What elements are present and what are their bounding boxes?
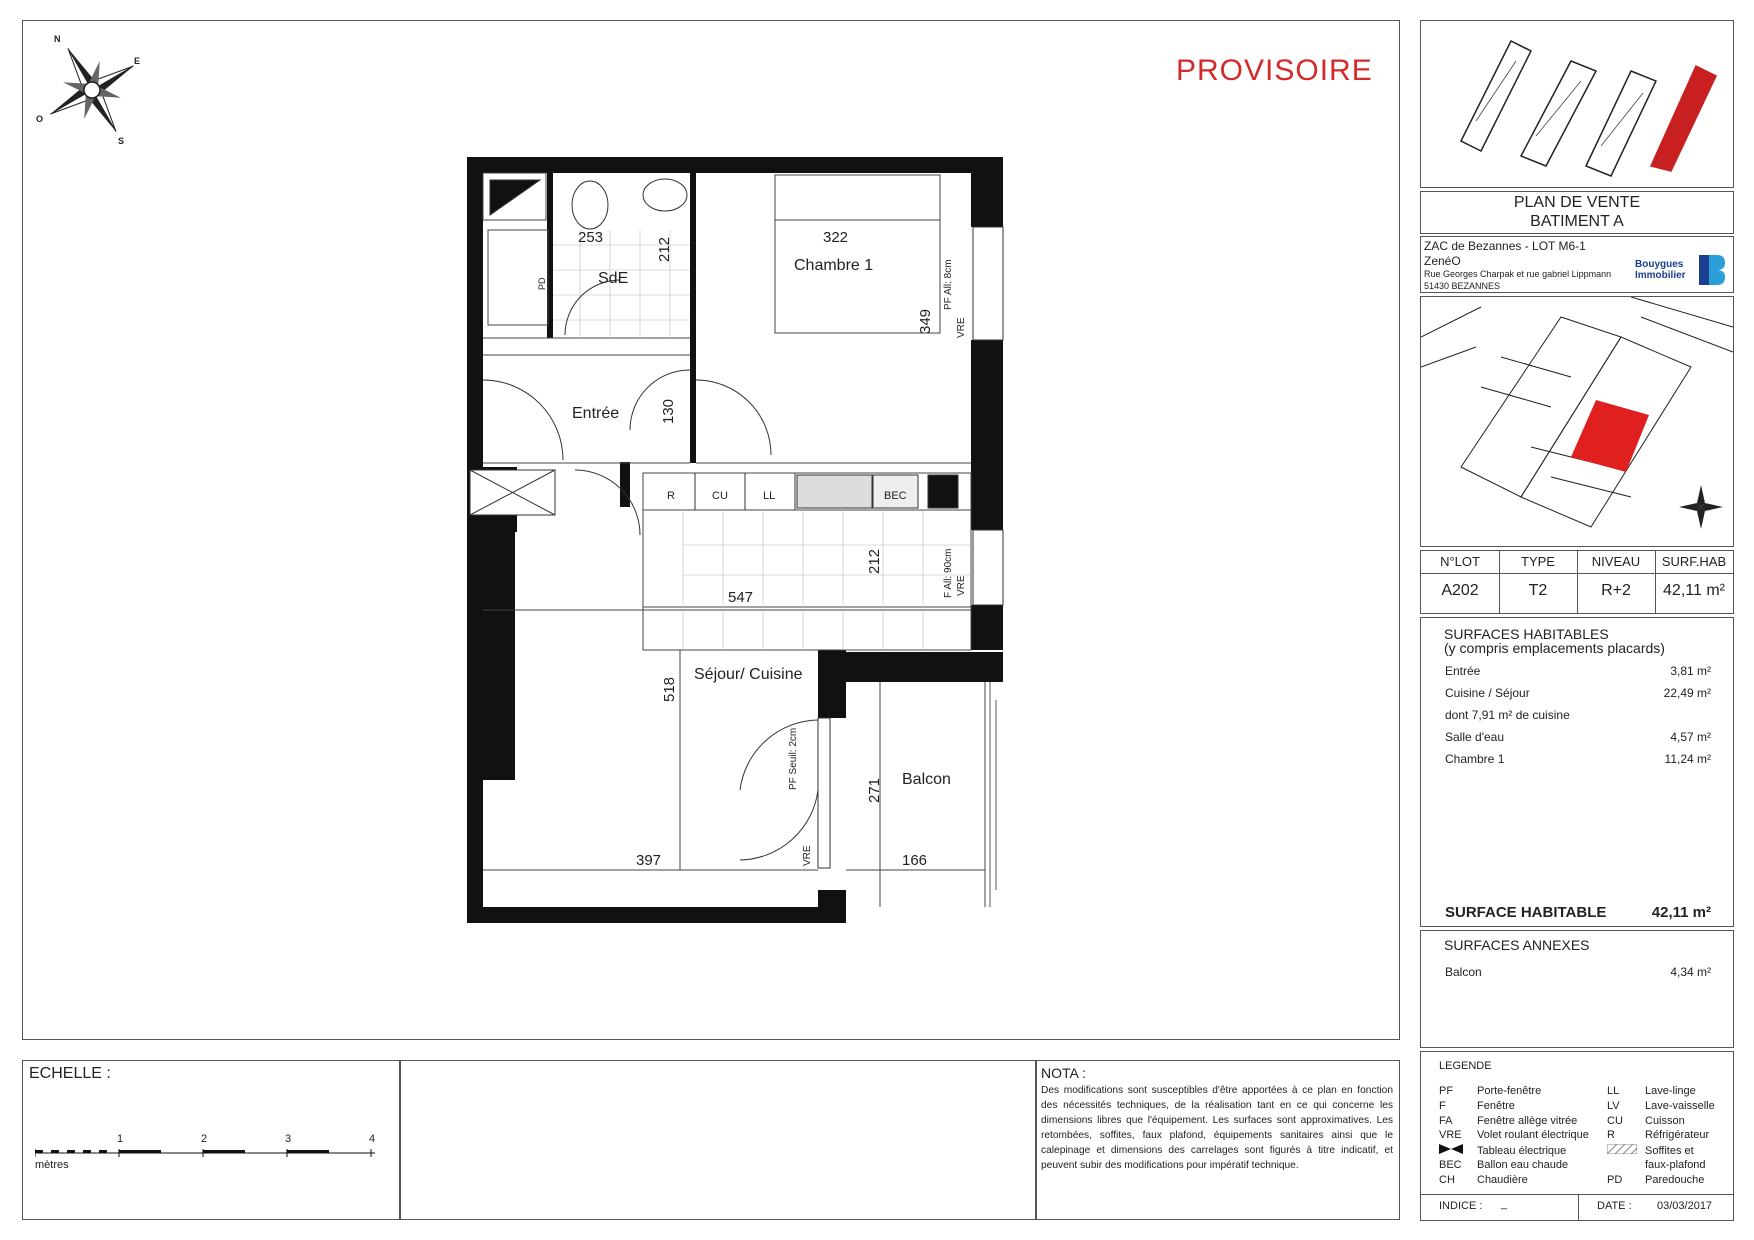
brand-immobilier: Immobilier xyxy=(1635,270,1686,281)
legend-item: LL Lave-linge xyxy=(1607,1085,1696,1097)
scale-tick-2: 2 xyxy=(201,1133,208,1145)
surface-row xyxy=(1445,708,1711,724)
lot-value-type: T2 xyxy=(1528,582,1548,599)
fixture-pf-all: PF All: 8cm xyxy=(943,259,954,310)
legend-item: CH Chaudière xyxy=(1439,1174,1528,1186)
annexe-value: 4,34 m² xyxy=(1670,965,1711,979)
annexe-row xyxy=(1445,965,1711,981)
legend-item: faux-plafond xyxy=(1645,1159,1706,1171)
surface-label: Entrée xyxy=(1445,664,1481,678)
scale-bar xyxy=(35,1143,375,1163)
legend-item: R Réfrigérateur xyxy=(1607,1129,1710,1141)
room-balcon: Balcon xyxy=(902,771,951,788)
legend-item: PD Paredouche xyxy=(1607,1174,1705,1186)
date-value: 03/03/2017 xyxy=(1657,1200,1713,1212)
fixture-vre-3: VRE xyxy=(802,845,813,866)
project-address: Rue Georges Charpak et rue gabriel Lippmann xyxy=(1424,269,1612,279)
legend-item: LV Lave-vaisselle xyxy=(1607,1100,1715,1112)
surface-row xyxy=(1445,752,1711,768)
scale-panel xyxy=(22,1060,400,1220)
surface-label: Salle d'eau xyxy=(1445,730,1505,744)
surface-value: 11,24 m² xyxy=(1664,752,1711,766)
soffites-hatch-icon xyxy=(1607,1144,1645,1157)
dim-166: 166 xyxy=(902,852,928,869)
room-chambre: Chambre 1 xyxy=(794,257,874,274)
lot-header-type: TYPE xyxy=(1521,554,1555,569)
tableau-electrique-icon xyxy=(1439,1144,1477,1157)
compass-o: O xyxy=(36,114,44,124)
dim-130: 130 xyxy=(660,398,677,424)
indice-value: _ xyxy=(1501,1198,1508,1210)
room-sejour: Séjour/ Cuisine xyxy=(694,666,803,683)
dim-271: 271 xyxy=(866,777,883,803)
title-block xyxy=(1420,191,1734,234)
legend-item: FA Fenêtre allège vitrée xyxy=(1439,1115,1578,1127)
title-line-2: BATIMENT A xyxy=(1530,213,1624,230)
fixture-f-all: F All: 90cm xyxy=(943,548,954,598)
legend-item: BEC Ballon eau chaude xyxy=(1439,1159,1569,1171)
legend-item: VRE Volet roulant électrique xyxy=(1439,1129,1589,1141)
blank-panel xyxy=(400,1060,1036,1220)
dim-212a: 212 xyxy=(656,236,673,262)
compass-s: S xyxy=(118,136,125,146)
fixture-bec: BEC xyxy=(884,490,907,502)
legend-item: PF Porte-fenêtre xyxy=(1439,1085,1542,1097)
scale-unit: mètres xyxy=(35,1159,69,1171)
scale-title: ECHELLE : xyxy=(29,1065,111,1082)
brand-bouygues: Bouygues xyxy=(1635,259,1684,270)
lot-value-nlot: A202 xyxy=(1441,582,1479,599)
fixture-cu: CU xyxy=(712,490,728,502)
legend-footer-divider xyxy=(1421,1194,1733,1195)
fixture-r: R xyxy=(667,490,675,502)
lot-header-surf: SURF.HAB xyxy=(1661,554,1727,569)
surface-row xyxy=(1445,730,1711,746)
provisoire-stamp: PROVISOIRE xyxy=(1176,54,1373,87)
legend-panel xyxy=(1420,1051,1734,1221)
scale-tick-3: 3 xyxy=(285,1133,292,1145)
surface-total-label: SURFACE HABITABLE xyxy=(1445,904,1607,921)
dim-518: 518 xyxy=(661,676,678,702)
compass-n: N xyxy=(54,34,61,44)
nota-title: NOTA : xyxy=(1041,1065,1086,1081)
annexes-panel xyxy=(1420,930,1734,1048)
dim-397: 397 xyxy=(636,852,662,869)
legend-footer-sep xyxy=(1578,1194,1579,1220)
legend-item: Soffites et xyxy=(1607,1144,1694,1157)
date-label: DATE : xyxy=(1597,1200,1632,1212)
legend-title: LEGENDE xyxy=(1439,1060,1492,1072)
dim-253: 253 xyxy=(578,229,604,246)
lot-header-niveau: NIVEAU xyxy=(1591,554,1641,569)
nota-panel xyxy=(1036,1060,1400,1220)
annexes-title: SURFACES ANNEXES xyxy=(1444,937,1590,953)
title-line-1: PLAN DE VENTE xyxy=(1513,194,1641,211)
dim-212b: 212 xyxy=(866,548,883,574)
compass-e: E xyxy=(134,56,141,66)
scale-tick-1: 1 xyxy=(117,1133,124,1145)
surface-total-value: 42,11 m² xyxy=(1651,904,1711,921)
surface-value: 22,49 m² xyxy=(1663,686,1711,700)
fixture-vre-1: VRE xyxy=(956,317,967,338)
indice-label: INDICE : xyxy=(1439,1200,1483,1212)
surface-label: Cuisine / Séjour xyxy=(1445,686,1530,700)
surface-row xyxy=(1445,686,1711,702)
fixture-pf-seuil: PF Seuil: 2cm xyxy=(788,727,799,790)
project-name: ZenéO xyxy=(1424,254,1461,268)
dim-547: 547 xyxy=(728,589,754,606)
annexe-label: Balcon xyxy=(1445,965,1482,979)
dim-322: 322 xyxy=(823,229,849,246)
lot-value-niveau: R+2 xyxy=(1601,582,1631,599)
fixture-pd: PD xyxy=(537,277,547,290)
legend-item: F Fenêtre xyxy=(1439,1100,1515,1112)
surfaces-panel xyxy=(1420,617,1734,927)
fixture-ll: LL xyxy=(763,490,776,502)
room-sde: SdE xyxy=(598,270,629,287)
bouygues-logo-icon xyxy=(1699,255,1725,285)
fixture-vre-2: VRE xyxy=(956,575,967,596)
surfaces-subtitle: (y compris emplacements placards) xyxy=(1444,640,1665,656)
project-city: 51430 BEZANNES xyxy=(1424,281,1501,291)
nota-text: Des modifications sont susceptibles d'être apportées à ce plan en fonction des nécessités techniques, de la réalisation tant en ce qui concerne les dimensions libres que l'équipement. Les surfaces sont approximatives. Les retombées, soffites, faux plafond, équipements sanitaires ainsi que le calepinage et dimensions des carrelages sont figurés à titre indicatif, et peuvent subir des modifications pour impératif technique. xyxy=(1041,1085,1393,1171)
lot-table xyxy=(1420,550,1734,614)
legend-item: CU Cuisson xyxy=(1607,1115,1685,1127)
surface-label: Chambre 1 xyxy=(1445,752,1505,766)
project-lot: ZAC de Bezannes - LOT M6-1 xyxy=(1424,239,1586,253)
dim-349: 349 xyxy=(917,308,934,334)
project-info xyxy=(1420,236,1734,293)
room-entree: Entrée xyxy=(572,405,620,422)
building-thumbnail xyxy=(1420,20,1734,188)
surfaces-title: SURFACES HABITABLES xyxy=(1444,626,1609,642)
lot-header-nlot: N°LOT xyxy=(1440,554,1480,569)
surface-row xyxy=(1445,664,1711,680)
surface-value: 3,81 m² xyxy=(1670,664,1711,678)
legend-item: Tableau électrique xyxy=(1439,1144,1566,1157)
surface-label: dont 7,91 m² de cuisine xyxy=(1445,708,1570,722)
site-map xyxy=(1420,296,1734,547)
scale-tick-4: 4 xyxy=(369,1133,376,1145)
lot-value-surf: 42,11 m² xyxy=(1663,582,1725,599)
surface-value: 4,57 m² xyxy=(1670,730,1711,744)
